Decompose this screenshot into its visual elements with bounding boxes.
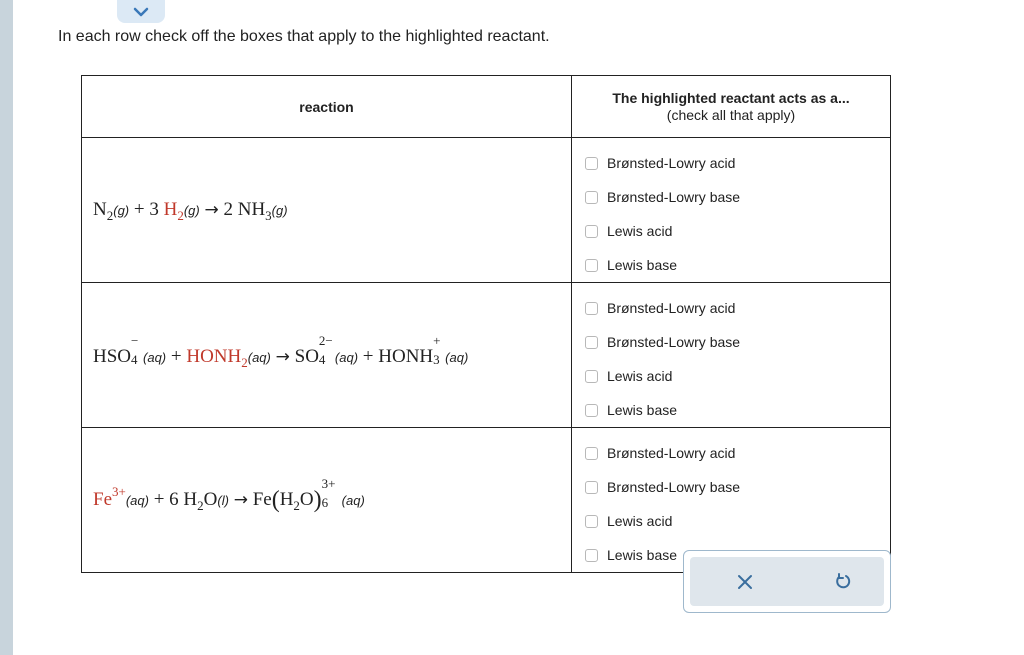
table-row: [82, 283, 891, 428]
reaction-equation-1: $N_2(g) + 3$ $H_2(g) \to 2$ $NH_3(g)$: [82, 138, 572, 283]
phase-label: (aq): [247, 349, 271, 365]
option-label: Brønsted-Lowry base: [607, 189, 741, 205]
option-label: Lewis base: [607, 402, 678, 418]
phase-label: (g): [183, 203, 200, 218]
option-label: Lewis base: [607, 547, 678, 563]
option-label: Brønsted-Lowry acid: [607, 155, 736, 171]
phase-label: (aq): [341, 493, 365, 508]
acts-as-subtitle: (check all that apply): [666, 106, 796, 123]
answer-controls: [683, 550, 891, 613]
option-lewis-acid[interactable]: [572, 214, 890, 248]
phase-label: (aq): [125, 493, 149, 508]
option-bronsted-base[interactable]: [572, 180, 890, 214]
options-cell-2: [572, 283, 891, 428]
reaction-equation-3: $Fe^{3+}(aq) + 6$ $H_2O(l) \to Fe(H_2O)$ 3+ 6 (aq): [82, 428, 572, 573]
phase-label: (aq): [143, 349, 167, 365]
option-label: Lewis base: [607, 257, 678, 273]
checkbox[interactable]: [585, 191, 598, 204]
checkbox[interactable]: [585, 225, 598, 238]
option-label: Lewis acid: [607, 223, 673, 239]
phase-label: (aq): [334, 349, 359, 365]
highlighted-reactant: $HONH_2$: [186, 345, 248, 370]
reaction-equation-2: HSO − 4 $(aq) + HONH_2(aq)$ → SO 2− 4 (aq) + HONH + 3 (aq): [82, 283, 572, 428]
checkbox[interactable]: [585, 370, 598, 383]
checkbox[interactable]: [585, 157, 598, 170]
checkbox[interactable]: [585, 259, 598, 272]
clear-button[interactable]: [734, 571, 756, 593]
acts-as-column-header: [572, 76, 891, 138]
highlighted-reactant: $Fe^{3+}$: [93, 484, 126, 510]
options-cell-1: [572, 138, 891, 283]
option-lewis-base[interactable]: [572, 248, 890, 282]
option-bronsted-base[interactable]: [572, 470, 890, 504]
phase-label: (g): [271, 203, 288, 218]
x-icon: [737, 574, 753, 590]
table-row: [82, 138, 891, 283]
highlighted-reactant: $H_2$: [163, 199, 184, 223]
undo-icon: [834, 573, 852, 591]
option-bronsted-acid[interactable]: [572, 436, 890, 470]
checkbox[interactable]: [585, 336, 598, 349]
checkbox[interactable]: [585, 404, 598, 417]
phase-label: (aq): [445, 349, 469, 365]
instructions: In each row check off the boxes that apply to the highlighted reactant.: [58, 28, 550, 45]
option-lewis-acid[interactable]: [572, 359, 890, 393]
option-bronsted-acid[interactable]: [572, 146, 890, 180]
checkbox[interactable]: [585, 481, 598, 494]
option-label: Brønsted-Lowry acid: [607, 300, 736, 316]
option-bronsted-acid[interactable]: [572, 291, 890, 325]
controls-panel: [690, 557, 884, 606]
table-header-row: [82, 76, 891, 138]
option-label: Lewis acid: [607, 513, 673, 529]
option-bronsted-base[interactable]: [572, 325, 890, 359]
phase-label: (l): [217, 493, 229, 508]
reaction-column-header: reaction: [82, 76, 572, 138]
acts-as-title: The highlighted reactant acts as a...: [612, 89, 850, 106]
checkbox[interactable]: [585, 549, 598, 562]
left-panel-edge: [0, 0, 13, 655]
checkbox[interactable]: [585, 302, 598, 315]
checkbox[interactable]: [585, 515, 598, 528]
option-lewis-base[interactable]: [572, 393, 890, 427]
checkbox[interactable]: [585, 447, 598, 460]
option-label: Brønsted-Lowry base: [607, 479, 741, 495]
collapse-tab[interactable]: [117, 0, 165, 23]
option-label: Brønsted-Lowry acid: [607, 445, 736, 461]
phase-label: (g): [113, 203, 130, 218]
reaction-table: [81, 75, 891, 573]
option-label: Brønsted-Lowry base: [607, 334, 741, 350]
option-label: Lewis acid: [607, 368, 673, 384]
chevron-down-icon: [133, 7, 149, 17]
undo-button[interactable]: [832, 571, 854, 593]
option-lewis-acid[interactable]: [572, 504, 890, 538]
